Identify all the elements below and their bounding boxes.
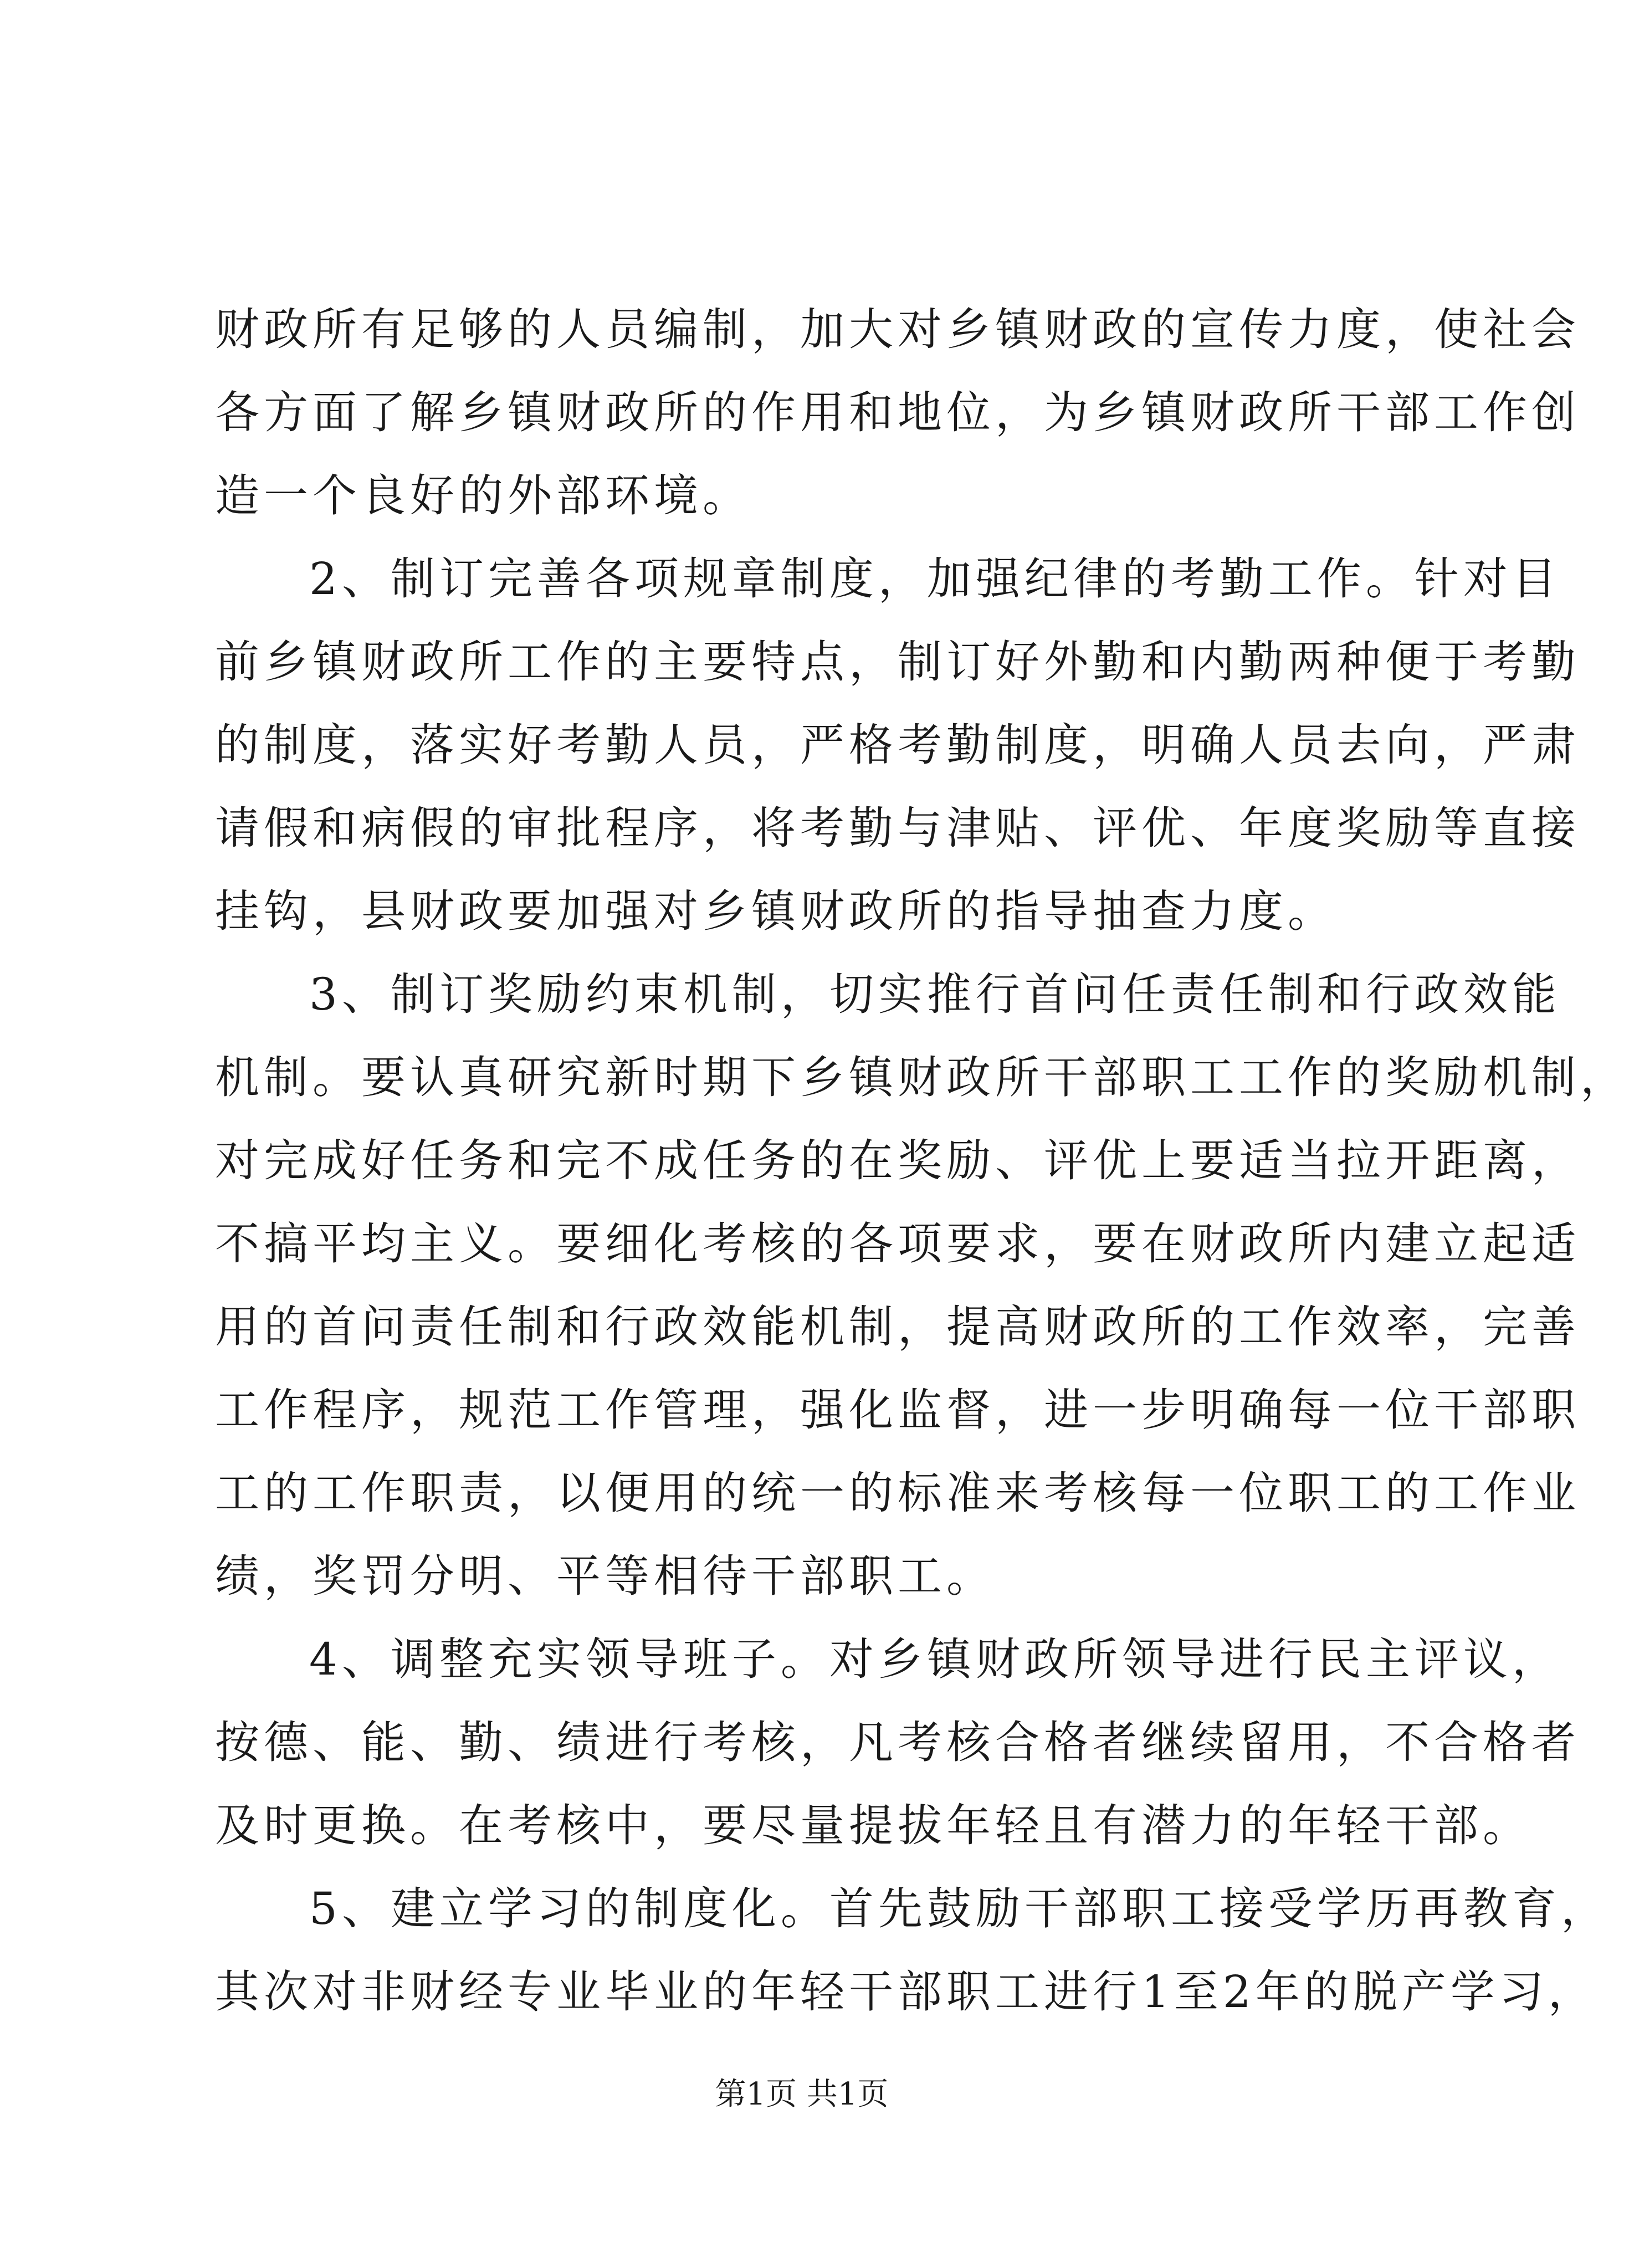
text-line: 财政所有足够的人员编制，加大对乡镇财政的宣传力度，使社会 [215,304,1580,355]
text-line: 其次对非财经专业毕业的年轻干部职工进行1至2年的脱产学习， [215,1966,1597,2018]
paragraph-2-start: 2、制订完善各项规章制度，加强纪律的考勤工作。针对目 [309,553,1561,605]
page-number-label: 第1页 共1页 [715,2076,889,2112]
body-text [215,288,1629,2034]
text-line: 造一个良好的外部环境。 [215,470,751,521]
text-line: 及时更换。在考核中，要尽量提拔年轻且有潜力的年轻干部。 [215,1800,1531,1851]
text-line: 请假和病假的审批程序，将考勤与津贴、评优、年度奖励等直接 [215,802,1580,854]
text-line: 不搞平均主义。要细化考核的各项要求，要在财政所内建立起适 [215,1218,1580,1269]
paragraph-3-start: 3、制订奖励约束机制，切实推行首问任责任制和行政效能 [309,969,1561,1020]
paragraph-5-start: 5、建立学习的制度化。首先鼓励干部职工接受学历再教育， [309,1883,1610,1934]
text-line: 挂钩，县财政要加强对乡镇财政所的指导抽查力度。 [215,885,1336,937]
text-line: 工作程序，规范工作管理，强化监督，进一步明确每一位干部职 [215,1384,1580,1436]
page-footer [0,2072,1604,2117]
text-line: 的制度，落实好考勤人员，严格考勤制度，明确人员去向，严肃 [215,719,1580,771]
text-line: 对完成好任务和完不成任务的在奖励、评优上要适当拉开距离， [215,1135,1580,1186]
text-line: 机制。要认真研究新时期下乡镇财政所干部职工工作的奖励机制， [215,1052,1629,1103]
text-line: 用的首问责任制和行政效能机制，提高财政所的工作效率，完善 [215,1301,1580,1353]
text-line: 绩，奖罚分明、平等相待干部职工。 [215,1550,995,1602]
text-line: 按德、能、勤、绩进行考核，凡考核合格者继续留用，不合格者 [215,1717,1580,1768]
text-line: 各方面了解乡镇财政所的作用和地位，为乡镇财政所干部工作创 [215,387,1580,438]
paragraph-4-start: 4、调整充实领导班子。对乡镇财政所领导进行民主评议， [309,1634,1561,1685]
text-line: 前乡镇财政所工作的主要特点，制订好外勤和内勤两种便于考勤 [215,636,1580,688]
text-line: 工的工作职责，以便用的统一的标准来考核每一位职工的工作业 [215,1467,1580,1519]
